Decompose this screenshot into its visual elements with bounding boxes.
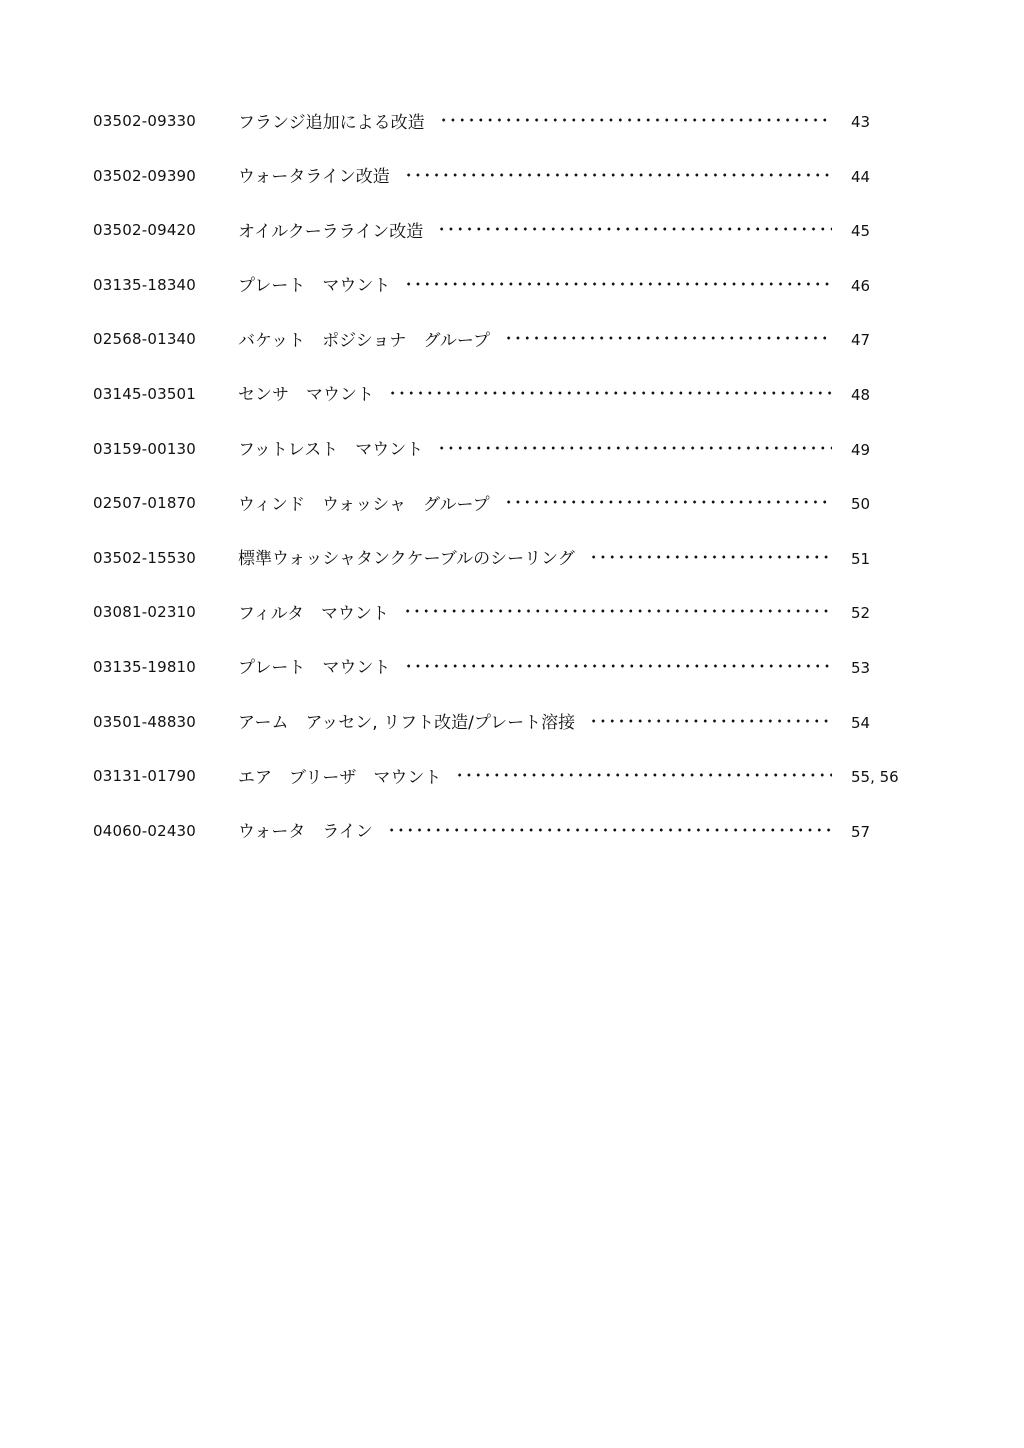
dot-leader [439,118,832,122]
title-with-leader [238,490,832,514]
entry-title: センサ マウント [238,385,374,405]
part-number: 03501-48830 [93,712,197,731]
toc-row [0,533,1024,588]
entry-title: 標準ウォッシャタンクケーブルのシーリング [238,549,575,569]
table-of-contents [0,96,1024,860]
dot-leader [504,500,832,504]
entry-title: フランジ追加による改造 [238,112,425,132]
dot-leader [404,664,832,668]
part-number: 03135-18340 [93,275,197,294]
title-with-leader [238,272,832,296]
page-number: 54 [851,713,871,732]
toc-row [0,478,1024,533]
toc-row [0,751,1024,806]
dot-leader [404,282,832,286]
toc-row [0,806,1024,861]
part-number: 03502-15530 [93,548,197,567]
title-with-leader [238,599,832,623]
toc-row [0,151,1024,206]
title-with-leader [238,436,832,460]
title-with-leader [238,108,832,132]
page-number: 52 [851,604,871,623]
page-number: 46 [851,276,871,295]
part-number: 02507-01870 [93,494,197,513]
dot-leader [455,773,832,777]
entry-title: オイルクーラライン改造 [238,221,424,242]
entry-title: フィルタ マウント [238,603,389,624]
entry-title: バケット ポジショナ グループ [238,330,491,351]
title-with-leader [238,818,832,842]
dot-leader [388,391,832,395]
part-number: 03131-01790 [93,767,197,786]
part-number: 02568-01340 [93,330,197,349]
page-number: 51 [851,549,871,568]
dot-leader [589,719,832,723]
dot-leader [504,336,832,340]
toc-row [0,424,1024,479]
toc-row [0,642,1024,697]
part-number: 03081-02310 [93,603,197,622]
part-number: 03159-00130 [93,439,197,458]
page-number: 44 [851,167,871,186]
page-number: 47 [851,331,871,350]
title-with-leader [238,654,832,678]
dot-leader [437,446,832,450]
entry-title: フットレスト マウント [238,440,424,460]
part-number: 03145-03501 [93,384,197,403]
part-number: 03502-09390 [93,166,197,185]
part-number: 04060-02430 [93,821,197,840]
entry-title: アーム アッセン, リフト改造/プレート溶接 [238,713,576,733]
page-number: 49 [851,440,871,459]
part-number: 03502-09330 [93,112,197,130]
page-number: 48 [851,385,871,404]
dot-leader [387,828,832,832]
entry-title: ウィンド ウォッシャ グループ [238,494,490,515]
entry-title: ウォータ ライン [238,822,373,842]
page-number: 43 [851,113,871,131]
toc-row [0,697,1024,752]
toc-row [0,587,1024,642]
title-with-leader [238,217,832,241]
title-with-leader [238,163,832,187]
entry-title: ウォータライン改造 [238,167,390,187]
part-number: 03135-19810 [93,657,197,676]
dot-leader [404,173,832,177]
page-number: 53 [851,658,871,677]
entry-title: エア ブリーザ マウント [238,767,442,788]
title-with-leader [238,763,832,787]
dot-leader [403,609,832,613]
page-number: 50 [851,495,871,514]
title-with-leader [238,709,832,733]
entry-title: プレート マウント [238,276,391,296]
dot-leader [437,227,832,231]
title-with-leader [238,381,832,405]
title-with-leader [238,326,832,350]
page-number: 45 [851,222,871,241]
toc-row [0,205,1024,260]
dot-leader [589,555,832,559]
title-with-leader [238,545,832,569]
toc-row [0,260,1024,315]
page-number: 55, 56 [851,768,899,787]
part-number: 03502-09420 [93,221,197,240]
toc-row [0,314,1024,369]
toc-row [0,96,1024,151]
page-number: 57 [851,822,871,841]
toc-row [0,369,1024,424]
entry-title: プレート マウント [238,658,391,678]
